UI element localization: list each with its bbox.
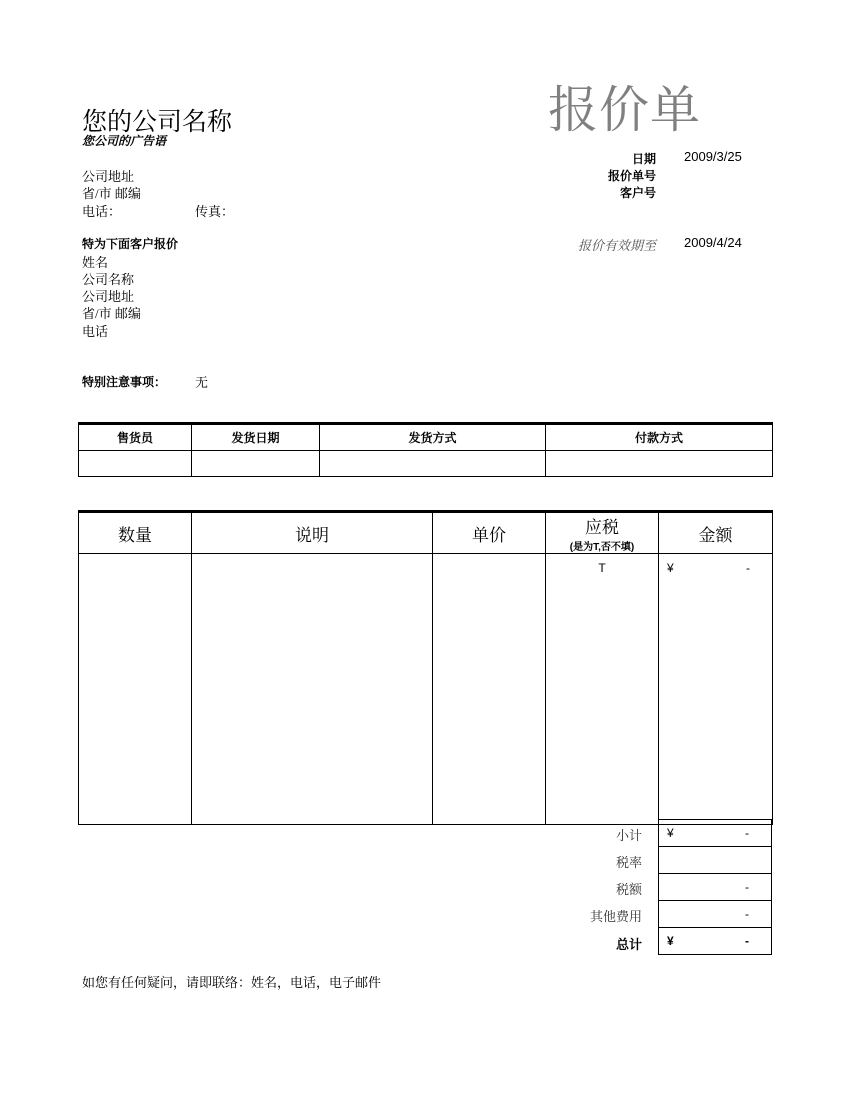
header-taxable-note: (是为T,否不填): [569, 542, 635, 553]
quantity-cell[interactable]: [79, 743, 192, 770]
unit-price-cell[interactable]: [433, 662, 546, 689]
table-row: [79, 716, 773, 743]
other-charges-box[interactable]: [658, 900, 772, 928]
tax-amount-label: 税额: [615, 882, 642, 897]
table-row: [79, 662, 773, 689]
header-description: 说明: [192, 512, 433, 554]
company-province-zip: 省/市 邮编: [82, 186, 141, 201]
subtotal-label: 小计: [615, 828, 642, 843]
quote-number-label: 报价单号: [607, 169, 656, 183]
amount-cell: [659, 770, 773, 797]
amount-cell: [659, 662, 773, 689]
company-fax-label: 传真：: [195, 204, 235, 219]
other-charges-label: 其他费用: [589, 909, 642, 924]
table-row: [79, 689, 773, 716]
header-unit-price: 单价: [433, 512, 546, 554]
amount-cell: [659, 689, 773, 716]
payment-method-cell[interactable]: [546, 451, 773, 477]
description-cell[interactable]: [192, 554, 433, 582]
tax-rate-box[interactable]: [658, 846, 772, 874]
customer-number-label: 客户号: [619, 186, 656, 200]
total-box: [658, 927, 772, 955]
tax-amount-box: [658, 873, 772, 901]
description-cell[interactable]: [192, 608, 433, 635]
amount-cell: [659, 743, 773, 770]
amount-cell: [659, 554, 773, 582]
company-address: 公司地址: [82, 169, 135, 184]
taxable-cell[interactable]: [546, 635, 659, 662]
items-table: [78, 510, 773, 825]
header-quantity: 数量: [79, 512, 192, 554]
customer-company: 公司名称: [82, 272, 135, 287]
unit-price-cell[interactable]: [433, 689, 546, 716]
quantity-cell[interactable]: [79, 716, 192, 743]
unit-price-cell[interactable]: [433, 608, 546, 635]
customer-name: 姓名: [82, 255, 109, 270]
taxable-cell[interactable]: T: [546, 554, 659, 582]
description-cell[interactable]: [192, 743, 433, 770]
header-taxable-label: 应税: [585, 518, 619, 537]
quantity-cell[interactable]: [79, 581, 192, 608]
date-value: 2009/3/25: [684, 149, 742, 164]
valid-until-value: 2009/4/24: [684, 235, 742, 250]
taxable-cell[interactable]: [546, 608, 659, 635]
description-cell[interactable]: [192, 689, 433, 716]
ship-method-cell[interactable]: [320, 451, 546, 477]
quantity-cell[interactable]: [79, 554, 192, 582]
contact-note: 如您有任何疑问，请即联络：姓名，电话，电子邮件: [82, 975, 382, 990]
unit-price-cell[interactable]: [433, 797, 546, 825]
taxable-cell[interactable]: [546, 770, 659, 797]
special-notes-label: 特别注意事项：: [82, 375, 167, 389]
currency-symbol: ¥: [667, 826, 674, 840]
description-cell[interactable]: [192, 770, 433, 797]
unit-price-cell[interactable]: [433, 635, 546, 662]
description-cell[interactable]: [192, 662, 433, 689]
taxable-cell[interactable]: [546, 581, 659, 608]
special-notes-value: 无: [195, 375, 209, 390]
quantity-cell[interactable]: [79, 635, 192, 662]
total-label: 总计: [615, 937, 642, 952]
unit-price-cell[interactable]: [433, 554, 546, 582]
unit-price-cell[interactable]: [433, 581, 546, 608]
table-row: [79, 635, 773, 662]
taxable-cell[interactable]: [546, 743, 659, 770]
description-cell[interactable]: [192, 716, 433, 743]
header-amount: 金额: [659, 512, 773, 554]
total-value: -: [745, 934, 749, 948]
taxable-cell[interactable]: [546, 662, 659, 689]
table-row: [79, 770, 773, 797]
other-charges-value: -: [745, 907, 749, 921]
amount-cell: [659, 608, 773, 635]
salesperson-cell[interactable]: [79, 451, 192, 477]
amount-cell: [659, 635, 773, 662]
date-label: 日期: [631, 152, 656, 166]
company-name: 您的公司名称: [82, 109, 233, 136]
quantity-cell[interactable]: [79, 662, 192, 689]
quantity-cell[interactable]: [79, 797, 192, 825]
quantity-cell[interactable]: [79, 770, 192, 797]
table-row: [79, 743, 773, 770]
company-phone-label: 电话：: [82, 204, 122, 219]
quote-to-heading: 特为下面客户报价: [82, 237, 179, 251]
description-cell[interactable]: [192, 797, 433, 825]
amount-cell: [659, 716, 773, 743]
header-taxable: [546, 512, 659, 554]
header-salesperson: 售货员: [79, 424, 192, 451]
currency-symbol: ¥: [667, 560, 674, 575]
tax-amount-value: -: [745, 880, 749, 894]
amount-value: -: [746, 560, 750, 575]
description-cell[interactable]: [192, 635, 433, 662]
taxable-cell[interactable]: [546, 689, 659, 716]
company-slogan: 您公司的广告语: [82, 134, 167, 148]
amount-cell: [659, 581, 773, 608]
valid-until-label: 报价有效期至: [577, 238, 656, 253]
tax-rate-label: 税率: [615, 855, 642, 870]
currency-symbol: ¥: [667, 934, 674, 948]
taxable-cell[interactable]: [546, 797, 659, 825]
header-payment-method: 付款方式: [546, 424, 773, 451]
header-ship-date: 发货日期: [192, 424, 320, 451]
table-row: [79, 554, 773, 582]
unit-price-cell[interactable]: [433, 770, 546, 797]
subtotal-box: [658, 819, 772, 847]
taxable-cell[interactable]: [546, 716, 659, 743]
unit-price-cell[interactable]: [433, 743, 546, 770]
customer-address: 公司地址: [82, 289, 135, 304]
customer-province-zip: 省/市 邮编: [82, 306, 141, 321]
document-title: 报价单: [548, 82, 701, 138]
header-ship-method: 发货方式: [320, 424, 546, 451]
table-row: [79, 608, 773, 635]
shipping-table: [78, 422, 773, 477]
quantity-cell[interactable]: [79, 689, 192, 716]
unit-price-cell[interactable]: [433, 716, 546, 743]
subtotal-value: -: [745, 826, 749, 840]
ship-date-cell[interactable]: [192, 451, 320, 477]
description-cell[interactable]: [192, 581, 433, 608]
quantity-cell[interactable]: [79, 608, 192, 635]
customer-phone: 电话: [82, 324, 109, 339]
table-row: [79, 581, 773, 608]
